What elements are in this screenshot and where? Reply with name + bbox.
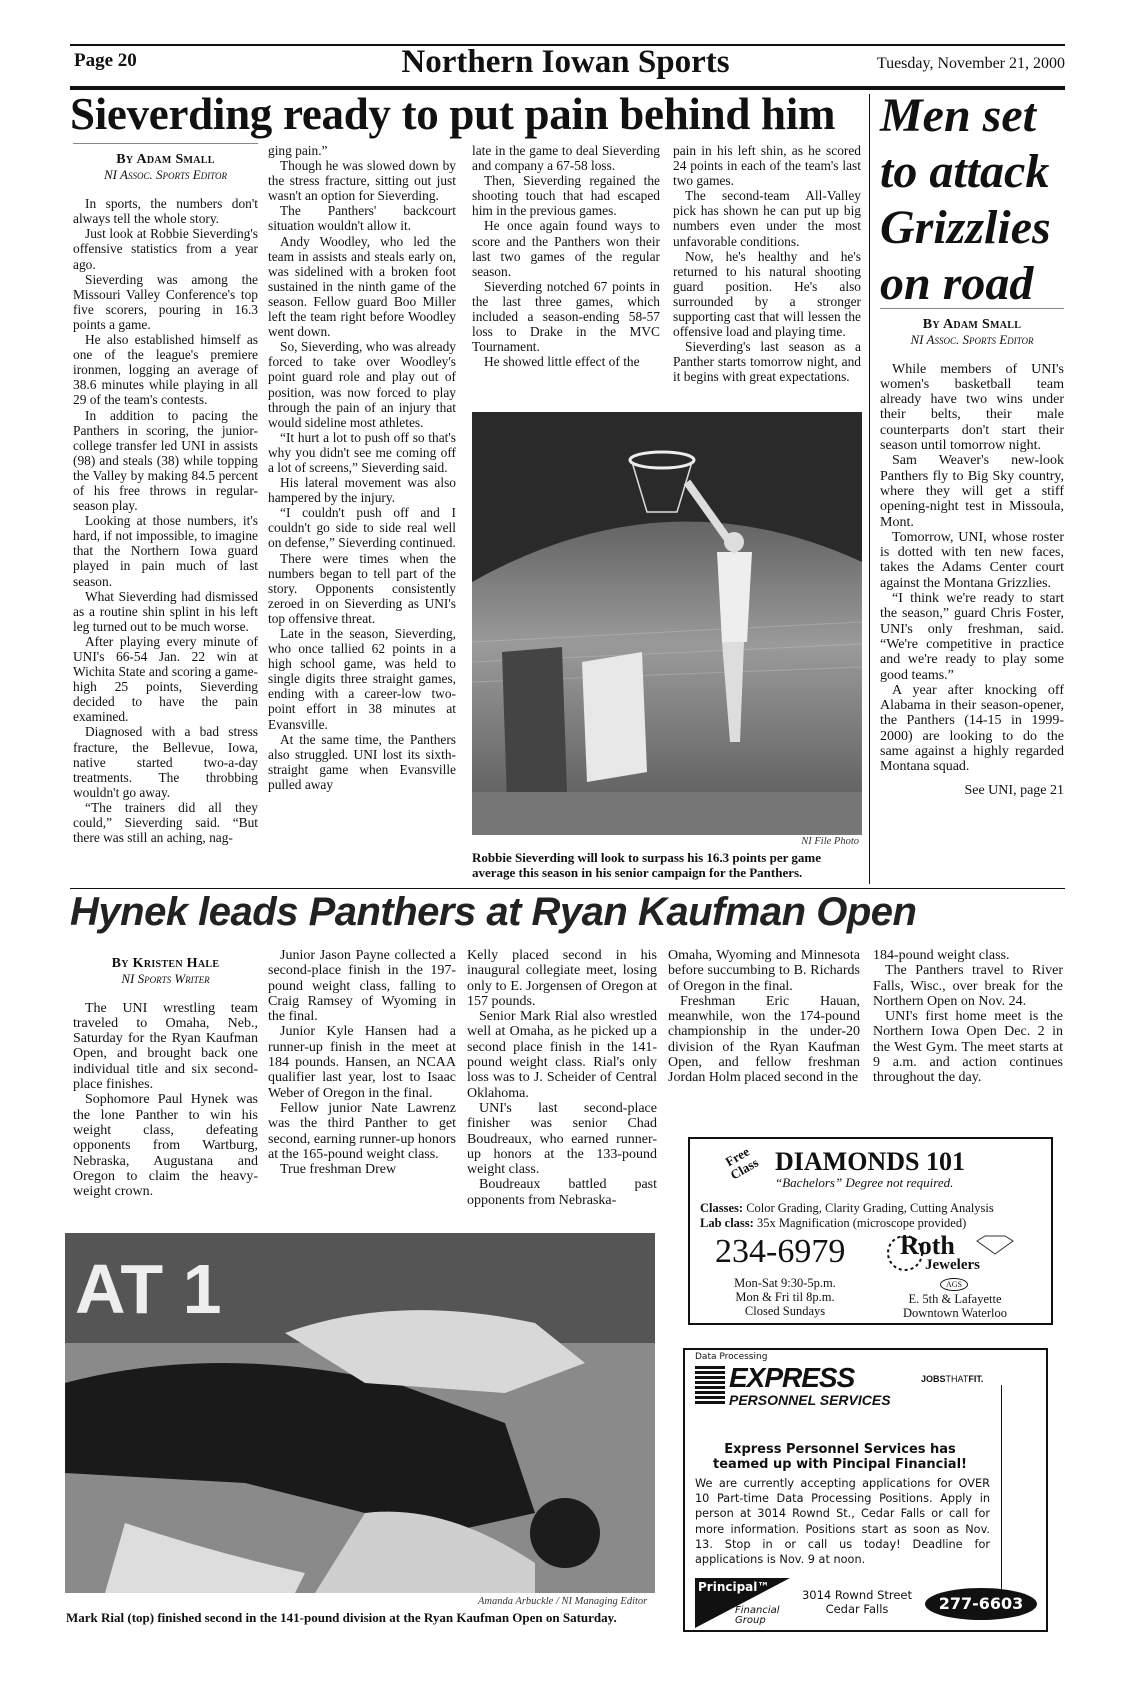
- byline-name: By Kristen Hale: [111, 956, 220, 971]
- free-class-badge: Free Class: [722, 1143, 761, 1183]
- paragraph: There were times when the numbers began to tell part of the story. Opponents consistently zeroed in on Sieverding as UNI's top offensive threat.: [268, 550, 456, 626]
- paragraph: “I couldn't push off and I couldn't go side to side real well on defense,” Sieverding continued.: [268, 505, 456, 551]
- paragraph: Andy Woodley, who led the team in assists and steals early on, was sidelined with a broken foot sustained in the ninth game of the season. Fellow guard Boo Miller left the team right before Woodley went down.: [268, 233, 456, 340]
- hynek-col-2: [268, 948, 456, 1177]
- ad-headline: Express Personnel Services has teamed up with Pincipal Financial!: [713, 1442, 967, 1472]
- hynek-col-1: [73, 948, 258, 1199]
- paragraph: Sam Weaver's new-look Panthers fly to Big Sky country, where they will get a stiff opening-night test in Missoula, Mont.: [880, 453, 1064, 530]
- ad-address: [797, 1588, 917, 1616]
- byline-title: NI Assoc. Sports Editor: [910, 332, 1034, 348]
- paragraph: After playing every minute of UNI's 66-54 Jan. 22 win at Wichita State and scoring a game-high 25 points, Sieverding decided to have the pain examined.: [73, 633, 258, 725]
- paragraph: “The trainers did all they could,” Sieverding said. “But there was still an aching, nag-: [73, 799, 258, 846]
- men-col: [880, 308, 1064, 798]
- paragraph: He once again found ways to score and the Panthers won their last two games of the regular season.: [472, 218, 660, 279]
- paragraph: In sports, the numbers don't always tell the whole story.: [73, 196, 258, 227]
- ad-phone: 277-6603: [925, 1588, 1037, 1620]
- paragraph: His lateral movement was also hampered by the injury.: [268, 475, 456, 506]
- logo-top: EXPRESS: [729, 1362, 855, 1393]
- byline: [73, 143, 258, 182]
- paragraph: In addition to pacing the Panthers in scoring, the junior-college transfer led UNI in assists (98) and steals (38) while topping the Valley by making 84.5 percent of his free throws in regular-season play.: [73, 407, 258, 514]
- express-ad: [683, 1348, 1048, 1632]
- sieverding-headline: Sieverding ready to put pain behind him: [70, 89, 836, 139]
- wrestling-photo: [65, 1233, 655, 1593]
- paragraph: Omaha, Wyoming and Minnesota before succumbing to B. Richards of Oregon in the final.: [668, 948, 860, 994]
- paragraph: Looking at those numbers, it's hard, if not impossible, to imagine that the Northern Iowa guard played in pain much of last season.: [73, 513, 258, 589]
- paragraph: A year after knocking off Alabama in their season-opener, the Panthers (14-15 in 1999-2000) are looking to do the same against a highly regarded Montana squad.: [880, 682, 1064, 775]
- ad-phone: 234-6979: [715, 1233, 846, 1270]
- principal-logo: [695, 1578, 790, 1628]
- ags-seal: AGS: [940, 1278, 968, 1291]
- paragraph: Sieverding's last season as a Panther starts tomorrow night, and it begins with great expectations.: [673, 339, 861, 385]
- basketball-photo: [472, 412, 862, 835]
- paragraph: What Sieverding had dismissed as a routine shin splint in his left leg turned out to be much worse.: [73, 588, 258, 634]
- paragraph: “I think we're ready to start the season,” guard Chris Foster, UNI's only freshman, said. “We're competitive in practice and we're ready to play some good teams.”: [880, 591, 1064, 683]
- ad-tagline: “Bachelors” Degree not required.: [775, 1175, 954, 1190]
- byline-name: By Adam Small: [116, 152, 215, 167]
- svg-text:AT 1: AT 1: [75, 1250, 222, 1328]
- paragraph: While members of UNI's women's basketball team already have two wins under their belts, their male counterparts don't start their season until tomorrow night.: [880, 361, 1064, 454]
- paragraph: Sieverding was among the Missouri Valley Conference's top five scorers, pouring in 16.3 points a game.: [73, 271, 258, 332]
- ad-address: [880, 1292, 1030, 1320]
- diamond-icon: [975, 1235, 1015, 1255]
- paragraph: Senior Mark Rial also wrestled well at Omaha, as he picked up a second place finish in the 141-pound weight class. Rial's only loss was to J. Scheider of Central Oklahoma.: [467, 1009, 657, 1101]
- hynek-col-4: [668, 948, 860, 1086]
- paragraph: UNI's last second-place finisher was senior Chad Boudreaux, who earned runner-up honors at the 133-pound weight class.: [467, 1100, 657, 1178]
- byline-name: By Adam Small: [922, 317, 1022, 332]
- address-line: E. 5th & Lafayette: [908, 1292, 1002, 1306]
- classes-text: Color Grading, Clarity Grading, Cutting Analysis: [746, 1201, 994, 1215]
- byline-title: NI Assoc. Sports Editor: [104, 167, 227, 183]
- column-divider: [869, 94, 870, 884]
- address-line: 3014 Rownd Street: [801, 1588, 913, 1602]
- paragraph: Junior Jason Payne collected a second-place finish in the 197-pound weight class, falling to Craig Ramsey of Wyoming in the final.: [268, 948, 456, 1025]
- paragraph: Junior Kyle Hansen had a runner-up finish in the meet at 184 pounds. Hansen, an NCAA qualifier last year, lost to Isaac Weber of Oregon in the final.: [268, 1024, 456, 1101]
- address-line: Downtown Waterloo: [903, 1306, 1007, 1320]
- basketball-photo-image: [472, 412, 862, 835]
- paragraph: True freshman Drew: [280, 1162, 397, 1178]
- roth-logo: [885, 1233, 1025, 1278]
- hynek-col-3: [467, 948, 657, 1208]
- paragraph: The Panthers travel to River Falls, Wisc., over break for the Northern Open on Nov. 24.: [873, 963, 1063, 1009]
- paragraph: Then, Sieverding regained the shooting touch that had escaped him in the previous games.: [472, 173, 660, 219]
- paragraph: 184-pound weight class.: [873, 948, 1010, 963]
- men-headline: Men set to attack Grizzlies on road: [880, 89, 1051, 310]
- slogan-jobs: JOBS: [921, 1374, 946, 1384]
- paragraph: Sophomore Paul Hynek was the lone Panther to win his weight class, defeating opponents from Wartburg, Nebraska, Augustana and Oregon to claim the heavy-weight crown.: [73, 1092, 258, 1200]
- paragraph: Though he was slowed down by the stress fracture, sitting out just wasn't an option for Sieverding.: [268, 158, 456, 204]
- paragraph: Diagnosed with a bad stress fracture, the Bellevue, Iowa, native started two-a-day treatments. The throbbing wouldn't go away.: [73, 724, 258, 800]
- paragraph: pain in his left shin, as he scored 24 points in each of the team's last two games.: [673, 143, 861, 189]
- partner-sub: Financial Group: [735, 1605, 780, 1626]
- slogan: [921, 1374, 983, 1384]
- sieverding-col-3: [472, 143, 660, 369]
- classes-line: [700, 1201, 994, 1216]
- classes-label: Classes:: [700, 1201, 744, 1215]
- slogan-fit: FIT.: [968, 1374, 984, 1384]
- ad-title: DIAMONDS 101: [775, 1147, 965, 1176]
- basketball-photo-credit: NI File Photo: [801, 836, 859, 847]
- express-logo: [695, 1364, 891, 1408]
- paragraph: ging pain.”: [268, 143, 328, 158]
- lab-label: Lab class:: [700, 1216, 754, 1230]
- basketball-photo-caption: Robbie Sieverding will look to surpass his 16.3 points per game average this season in his senior campaign for the Panthers.: [472, 850, 822, 880]
- sieverding-col-4: [673, 143, 861, 385]
- paragraph: The UNI wrestling team traveled to Omaha, Neb., Saturday for the Ryan Kaufman Open, and brought back one individual title and six second-place finishes.: [73, 1000, 258, 1093]
- byline: [73, 948, 258, 987]
- wrestling-photo-image: [65, 1233, 655, 1593]
- byline-title: NI Sports Writer: [121, 971, 210, 987]
- paragraph: “It hurt a lot to push off so that's why you didn't see me coming off a lot of screens,” Sieverding said.: [268, 429, 456, 475]
- brand-sub: Jewelers: [925, 1257, 980, 1273]
- paragraph: Kelly placed second in his inaugural collegiate meet, losing only to E. Jorgensen of Oregon at 157 pounds.: [467, 948, 657, 1009]
- paragraph: He also established himself as one of the league's premiere ironmen, logging an average of 38.6 minutes while playing in all 29 of the team's contests.: [73, 332, 258, 408]
- paragraph: Fellow junior Nate Lawrenz was the third Panther to get second, earning runner-up honors at the 165-pound weight class.: [268, 1100, 456, 1162]
- lab-line: [700, 1216, 966, 1231]
- hours-line: Mon & Fri til 8p.m.: [735, 1290, 835, 1304]
- paragraph: At the same time, the Panthers also struggled. UNI lost its sixth-straight game when Evansville pulled away: [268, 731, 456, 792]
- hours-line: Mon-Sat 9:30-5p.m.: [734, 1276, 836, 1290]
- hynek-col-5: [873, 948, 1063, 1086]
- paragraph: Now, he's healthy and he's returned to his natural shooting guard position. He's also surrounded by a stronger supporting cast that will lessen the offensive load and playing time.: [673, 248, 861, 340]
- byline: [880, 308, 1064, 348]
- ad-category: Data Processing: [695, 1352, 768, 1362]
- section-rule: [70, 888, 1065, 889]
- paragraph: Freshman Eric Hauan, meanwhile, won the 174-pound championship in the under-20 division of the Ryan Kaufman Open, and fellow freshman Jordan Holm placed second in the: [668, 993, 860, 1086]
- paragraph: The Panthers' backcourt situation wouldn't allow it.: [268, 203, 456, 234]
- paragraph: Just look at Robbie Sieverding's offensive statistics from a year ago.: [73, 226, 258, 272]
- paragraph: He showed little effect of the: [484, 354, 640, 370]
- section-title: Northern Iowan Sports: [401, 44, 730, 80]
- paragraph: Boudreaux battled past opponents from Nebraska-: [467, 1177, 657, 1208]
- hynek-headline: Hynek leads Panthers at Ryan Kaufman Open: [70, 890, 917, 934]
- ad-hours: [710, 1276, 860, 1318]
- paragraph: late in the game to deal Sieverding and company a 67-58 loss.: [472, 143, 660, 174]
- jump-line[interactable]: See UNI, page 21: [964, 782, 1064, 798]
- paragraph: The second-team All-Valley pick has shown he can put up big numbers even under the most unfavorable conditions.: [673, 188, 861, 249]
- sieverding-col-2: [268, 143, 456, 792]
- paragraph: Late in the season, Sieverding, who once tallied 62 points in a high school game, was held to single digits three straight games, ending with a career-low two-point effort in 38 minutes at Evansville.: [268, 626, 456, 732]
- diamonds-ad: [688, 1137, 1053, 1325]
- address-line: Cedar Falls: [825, 1602, 889, 1616]
- slogan-that: THAT: [945, 1374, 969, 1384]
- logo-stripes: [695, 1366, 725, 1404]
- partner-name: Principal™: [698, 1580, 770, 1594]
- paragraph: Tomorrow, UNI, whose roster is dotted with ten new faces, takes the Adams Center court against the Montana Grizzlies.: [880, 529, 1064, 591]
- wrestling-photo-caption: Mark Rial (top) finished second in the 141-pound division at the Ryan Kaufman Open on Saturday.: [66, 1610, 617, 1625]
- hours-line: Closed Sundays: [744, 1304, 826, 1318]
- issue-date: Tuesday, November 21, 2000: [876, 55, 1065, 72]
- brand-name: Roth: [900, 1231, 955, 1260]
- logo-bottom: PERSONNEL SERVICES: [729, 1392, 891, 1408]
- ad-body: We are currently accepting applications for OVER 10 Part-time Data Processing Positions. Apply in person at 3014 Rownd St., Cedar Falls or call for more information. Positions start as soon as Nov. 13. Stop in or call us today! Deadline for applications is Nov. 9 at noon.: [695, 1477, 990, 1567]
- paragraph: Sieverding notched 67 points in the last three games, which included a season-ending 58-57 loss to Drake in the MVC Tournament.: [472, 278, 660, 355]
- slogan-rule: [1001, 1385, 1002, 1615]
- page-number: Page 20: [74, 50, 137, 71]
- sieverding-col-1: [73, 143, 258, 845]
- paragraph: So, Sieverding, who was already forced to take over Woodley's point guard role and play out of position, was now forced to play through the pain of an injury that would sideline most athletes.: [268, 339, 456, 430]
- wrestling-photo-credit: Amanda Arbuckle / NI Managing Editor: [478, 1596, 648, 1607]
- lab-text: 35x Magnification (microscope provided): [756, 1216, 967, 1230]
- paragraph: UNI's first home meet is the Northern Iowa Open Dec. 2 in the West Gym. The meet starts at 9 a.m. and action continues throughout the day.: [873, 1009, 1063, 1086]
